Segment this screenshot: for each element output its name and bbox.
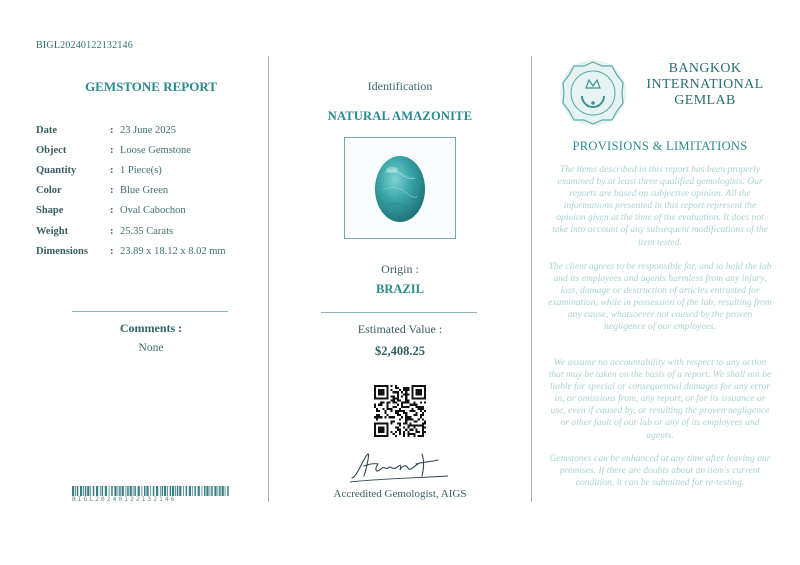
detail-value: Blue Green — [120, 185, 169, 197]
stone-name: NATURAL AMAZONITE — [327, 109, 473, 123]
report-id: BIGL20240122132146 — [36, 40, 133, 51]
detail-value: 25.35 Carats — [120, 225, 174, 237]
detail-row-date — [36, 120, 226, 140]
estimated-value: $2,408.25 — [375, 344, 425, 358]
lab-name — [640, 61, 770, 109]
provisions-paragraph: Gemstones can be enhanced at any time after leaving our premises. If there are doubts about an item's current condition, it can be submitted for re-testing. — [549, 453, 771, 489]
lab-name-line: GEMLAB — [674, 93, 736, 108]
signature-icon — [344, 446, 456, 486]
gemologist-label: Accredited Gemologist, AIGS — [333, 488, 467, 500]
provisions-paragraph: The items described in this report has been properly examined by at least three qualified gemologists. Our reports are based on subjective opinion. All the informations presented in this report represent the opinion given at the time of the evaluation. It does not take into account of any subsequent modifications of the item tested. — [552, 164, 768, 248]
barcode-icon — [72, 486, 230, 496]
report-title: GEMSTONE REPORT — [85, 79, 217, 94]
detail-colon: : — [110, 225, 114, 237]
comments-label: Comments : — [119, 321, 183, 335]
detail-label: Color — [36, 185, 62, 197]
amazonite-oval-cabochon-photo — [345, 138, 455, 238]
detail-row-quantity — [36, 160, 226, 180]
detail-row-dimensions — [36, 241, 226, 261]
detail-colon: : — [110, 245, 114, 257]
crown-crescent-seal-icon — [558, 58, 628, 128]
origin-label: Origin : — [381, 262, 419, 276]
provisions-paragraph: The client agrees to be responsible for, and to hold the lab and its employees and agents harmless from any injury, loss, damage or destruction of articles entrusted for examination, while in possession of the lab, resulting from any cause, whatsoever not caused by the proven negligence of our employees. — [548, 261, 772, 333]
divider-right — [531, 56, 532, 502]
qr-code-icon — [374, 385, 426, 437]
detail-value: Oval Cabochon — [120, 205, 186, 217]
origin-value: BRAZIL — [376, 282, 424, 296]
detail-value: 23 June 2025 — [120, 124, 176, 136]
detail-colon: : — [110, 205, 114, 217]
comments-value: None — [138, 342, 164, 354]
lab-name-line: BANGKOK — [668, 61, 742, 76]
detail-label: Shape — [36, 205, 64, 217]
barcode-text: BIGL20240122132146 — [72, 496, 177, 503]
detail-label: Weight — [36, 225, 69, 237]
detail-label: Date — [36, 124, 57, 136]
provisions-paragraph: We assume no accountability with respect to any action that may be taken on the basis of a report. We shall not be liable for special or consequential damages for any error in, or omissions from, any report, or for its issuance or use, even if caused by, or resulting the proven negligence or other fault of our lab or any of its employees and agents. — [548, 357, 772, 441]
estimated-value-label: Estimated Value : — [357, 322, 443, 336]
divider-left — [268, 56, 269, 502]
detail-row-object — [36, 140, 226, 160]
detail-value: Loose Gemstone — [120, 144, 191, 156]
detail-label: Dimensions — [36, 245, 88, 257]
provisions-title: PROVISIONS & LIMITATIONS — [572, 139, 748, 153]
identification-label: Identification — [367, 79, 433, 93]
detail-colon: : — [110, 144, 114, 156]
detail-label: Quantity — [36, 164, 77, 176]
detail-label: Object — [36, 144, 67, 156]
detail-colon: : — [110, 185, 114, 197]
detail-row-weight — [36, 221, 226, 241]
detail-colon: : — [110, 164, 114, 176]
detail-value: 23.89 x 18.12 x 8.02 mm — [120, 245, 226, 257]
value-divider — [321, 312, 477, 313]
detail-row-shape — [36, 201, 226, 221]
lab-name-line: INTERNATIONAL — [646, 77, 764, 92]
gem-photo-frame — [344, 137, 456, 239]
detail-colon: : — [110, 124, 114, 136]
details-table — [36, 120, 226, 261]
detail-row-color — [36, 181, 226, 201]
comments-divider — [72, 311, 228, 312]
detail-value: 1 Piece(s) — [120, 164, 162, 176]
